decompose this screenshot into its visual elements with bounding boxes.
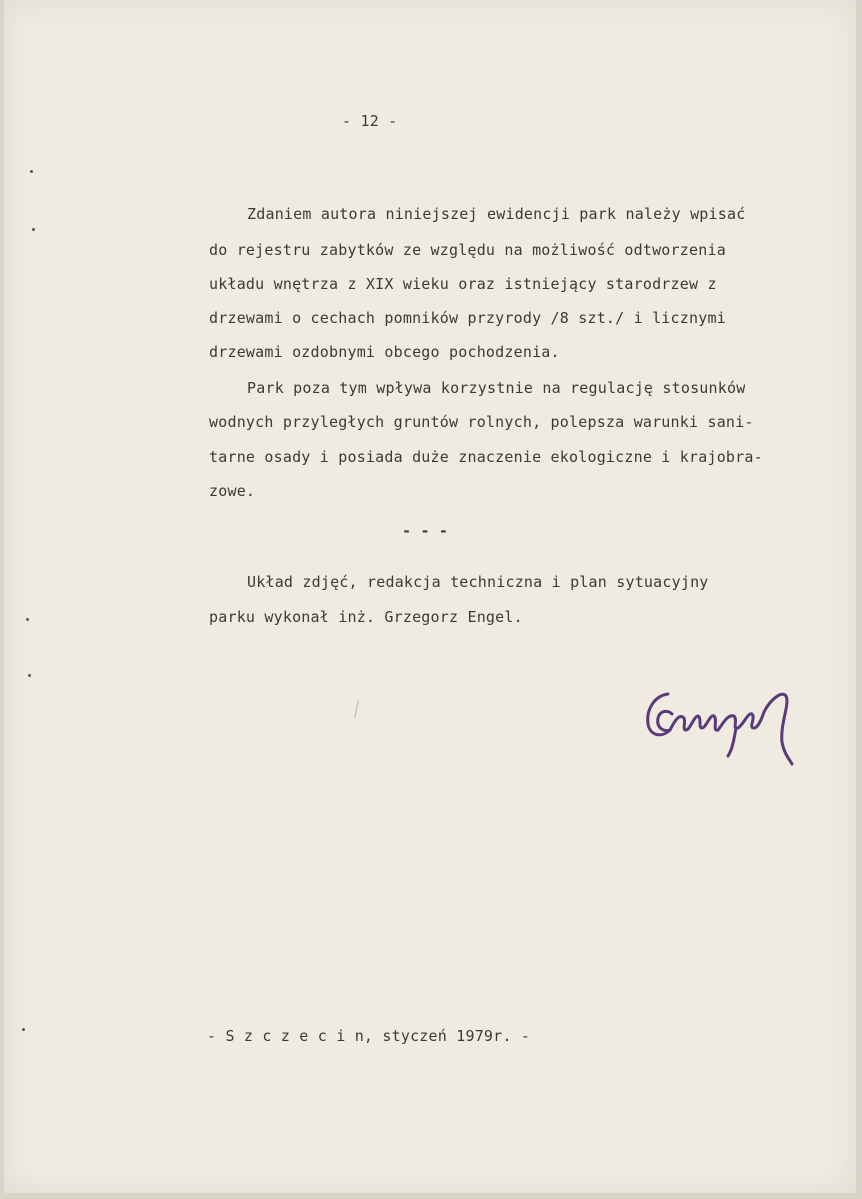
paragraph2-line: zowe. [209,482,256,500]
credits-line: Układ zdjęć, redakcja techniczna i plan sytuacyjny [247,573,709,591]
paragraph2-line: wodnych przyległych gruntów rolnych, polepsza warunki sani- [209,413,754,431]
paragraph1-line: do rejestru zabytków ze względu na możliwość odtworzenia [209,241,726,259]
margin-hole-mark [26,618,29,621]
margin-hole-mark [30,170,33,173]
credits-line: parku wykonał inż. Grzegorz Engel. [209,608,523,626]
section-separator: - - - [402,522,449,540]
paragraph1-line: Zdaniem autora niniejszej ewidencji park należy wpisać [247,205,746,223]
paragraph2-line: tarne osady i posiada duże znaczenie ekologiczne i krajobra- [209,448,763,466]
margin-hole-mark [22,1028,25,1031]
paragraph1-line: drzewami o cechach pomników przyrody /8 szt./ i licznymi [209,309,726,327]
margin-hole-mark [32,228,35,231]
paragraph1-line: drzewami ozdobnymi obcego pochodzenia. [209,343,560,361]
handwritten-signature [640,684,800,768]
place-date-footer: - S z c z e c i n, styczeń 1979r. - [207,1027,531,1045]
page-number: - 12 - [342,112,398,130]
paper-scratch [354,700,359,718]
document-page [4,0,856,1193]
margin-hole-mark [28,674,31,677]
paragraph1-line: układu wnętrza z XIX wieku oraz istniejący starodrzew z [209,275,717,293]
paragraph2-line: Park poza tym wpływa korzystnie na regulację stosunków [247,379,746,397]
